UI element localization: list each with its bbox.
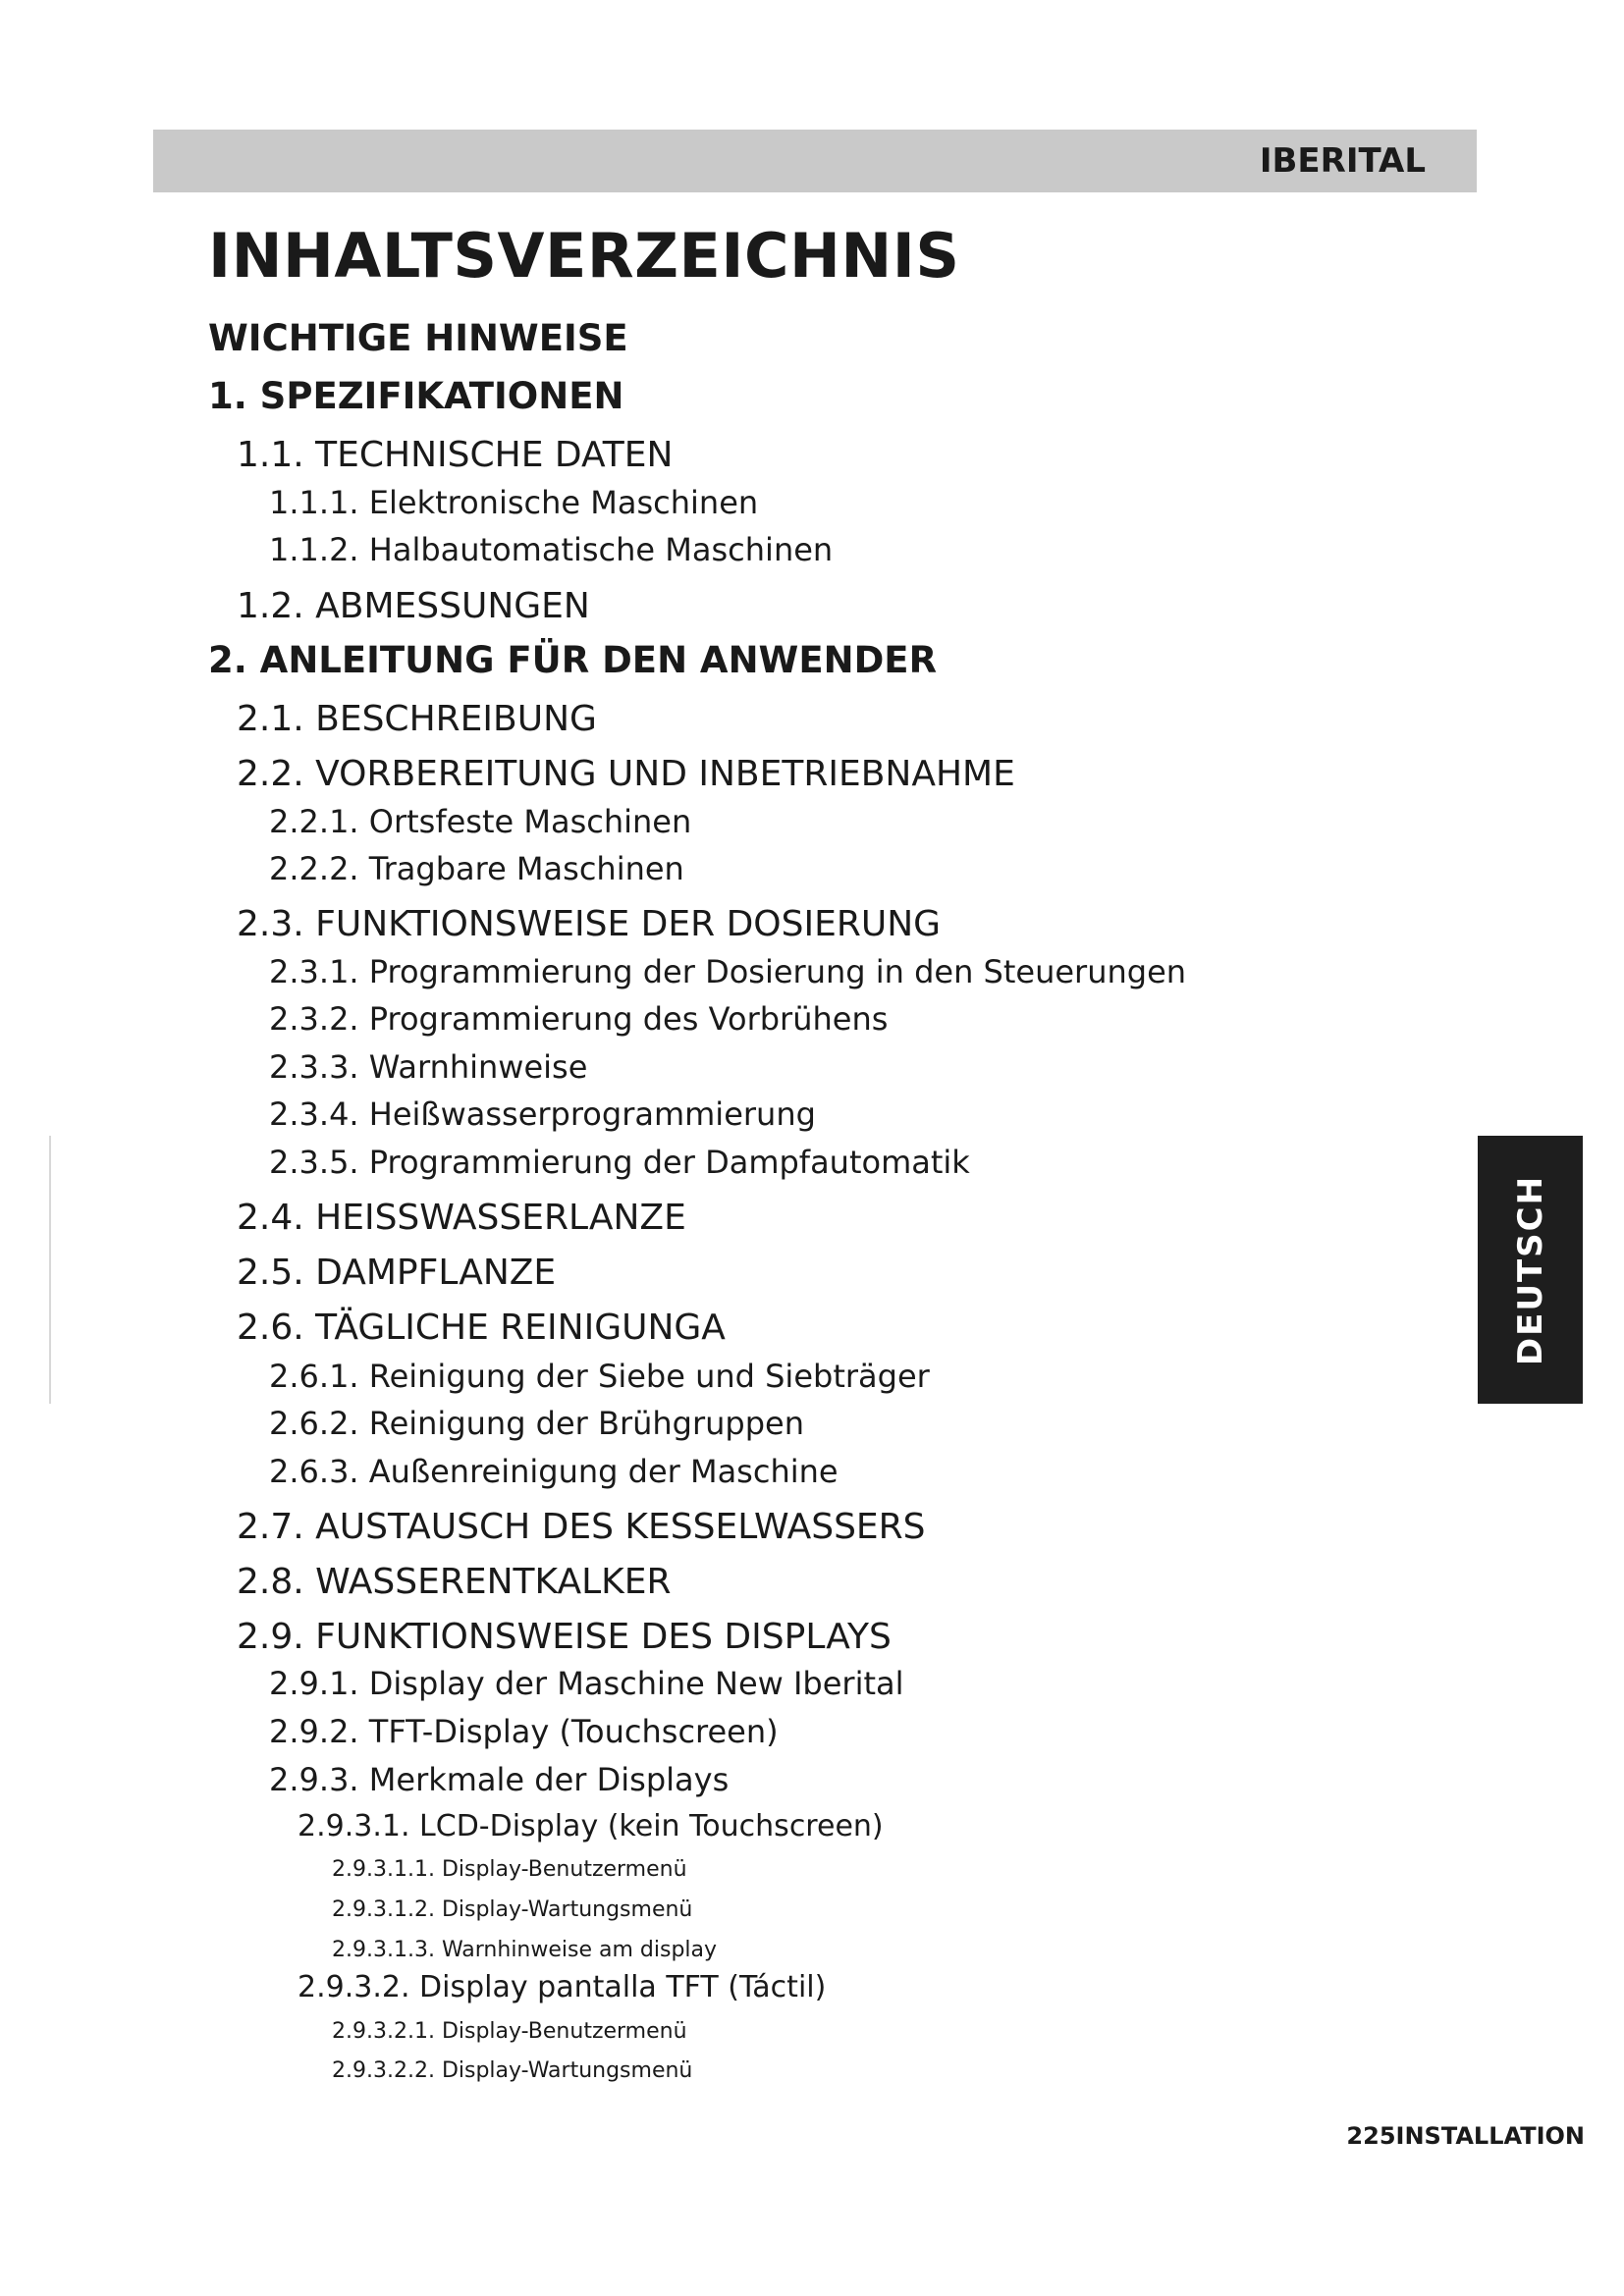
toc-entry-2-3[interactable]: 2.3. FUNKTIONSWEISE DER DOSIERUNG [237,904,942,944]
toc-entry-1-1-2[interactable]: 1.1.2. Halbautomatische Maschinen [269,531,834,568]
toc-entry-2-3-4[interactable]: 2.3.4. Heißwasserprogrammierung [269,1095,816,1133]
toc-entry-2-9-1[interactable]: 2.9.1. Display der Maschine New Iberital [269,1665,904,1702]
toc-entry-2-9-3-2-2[interactable]: 2.9.3.2.2. Display-Wartungsmenü [332,2058,693,2083]
toc-entry-2-1[interactable]: 2.1. BESCHREIBUNG [237,699,597,739]
page-title: INHALTSVERZEICHNIS [208,220,960,292]
toc-entry-2-2-1[interactable]: 2.2.1. Ortsfeste Maschinen [269,803,692,840]
toc-entry-2-6-3[interactable]: 2.6.3. Außenreinigung der Maschine [269,1453,839,1490]
toc-entry-1-2[interactable]: 1.2. ABMESSUNGEN [237,586,590,626]
header-bar [153,130,1477,192]
toc-entry-2-9-3-2[interactable]: 2.9.3.2. Display pantalla TFT (Táctil) [298,1970,827,2004]
toc-entry-2-9-3-1[interactable]: 2.9.3.1. LCD-Display (kein Touchscreen) [298,1809,884,1843]
toc-entry-2-9[interactable]: 2.9. FUNKTIONSWEISE DES DISPLAYS [237,1617,892,1657]
toc-entry-2-8[interactable]: 2.8. WASSERENTKALKER [237,1562,672,1602]
toc-entry-2-9-3-1-3[interactable]: 2.9.3.1.3. Warnhinweise am display [332,1938,718,1962]
toc-entry-2-9-3[interactable]: 2.9.3. Merkmale der Displays [269,1761,730,1798]
toc-entry-2-3-5[interactable]: 2.3.5. Programmierung der Dampfautomatik [269,1144,970,1181]
toc-entry-2-6-2[interactable]: 2.6.2. Reinigung der Brühgruppen [269,1405,805,1442]
toc-entry-2-9-2[interactable]: 2.9.2. TFT-Display (Touchscreen) [269,1713,779,1750]
toc-entry-2-2-2[interactable]: 2.2.2. Tragbare Maschinen [269,850,684,887]
toc-entry-2-5[interactable]: 2.5. DAMPFLANZE [237,1253,557,1293]
toc-entry-2-9-3-1-2[interactable]: 2.9.3.1.2. Display-Wartungsmenü [332,1897,693,1922]
language-tab [1478,1136,1583,1404]
toc-entry-2-9-3-1-1[interactable]: 2.9.3.1.1. Display-Benutzermenü [332,1857,687,1882]
language-tab-label: DEUTSCH [1510,1174,1550,1365]
toc-entry-1-1-1[interactable]: 1.1.1. Elektronische Maschinen [269,484,759,521]
toc-entry-1[interactable]: 1. SPEZIFIKATIONEN [208,375,624,417]
toc-entry-2-3-1[interactable]: 2.3.1. Programmierung der Dosierung in den Steuerungen [269,953,1187,990]
toc-entry-2-3-2[interactable]: 2.3.2. Programmierung des Vorbrühens [269,1000,889,1038]
toc-entry-2-6[interactable]: 2.6. TÄGLICHE REINIGUNGA [237,1308,726,1348]
toc-entry-2-7[interactable]: 2.7. AUSTAUSCH DES KESSELWASSERS [237,1507,926,1547]
toc-entry-1-1[interactable]: 1.1. TECHNISCHE DATEN [237,435,674,475]
toc-entry-2-4[interactable]: 2.4. HEISSWASSERLANZE [237,1198,686,1238]
margin-rule [49,1136,51,1404]
toc-entry-important-notes[interactable]: WICHTIGE HINWEISE [208,317,628,359]
toc-entry-2-9-3-2-1[interactable]: 2.9.3.2.1. Display-Benutzermenü [332,2019,687,2044]
toc-entry-2-6-1[interactable]: 2.6.1. Reinigung der Siebe und Siebträger [269,1358,930,1395]
brand-name: IBERITAL [1259,141,1426,181]
page-footer-label: 225INSTALLATION [1346,2122,1585,2150]
toc-entry-2-2[interactable]: 2.2. VORBEREITUNG UND INBETRIEBNAHME [237,754,1015,794]
toc-entry-2-3-3[interactable]: 2.3.3. Warnhinweise [269,1048,588,1086]
toc-entry-2[interactable]: 2. ANLEITUNG FÜR DEN ANWENDER [208,639,938,681]
